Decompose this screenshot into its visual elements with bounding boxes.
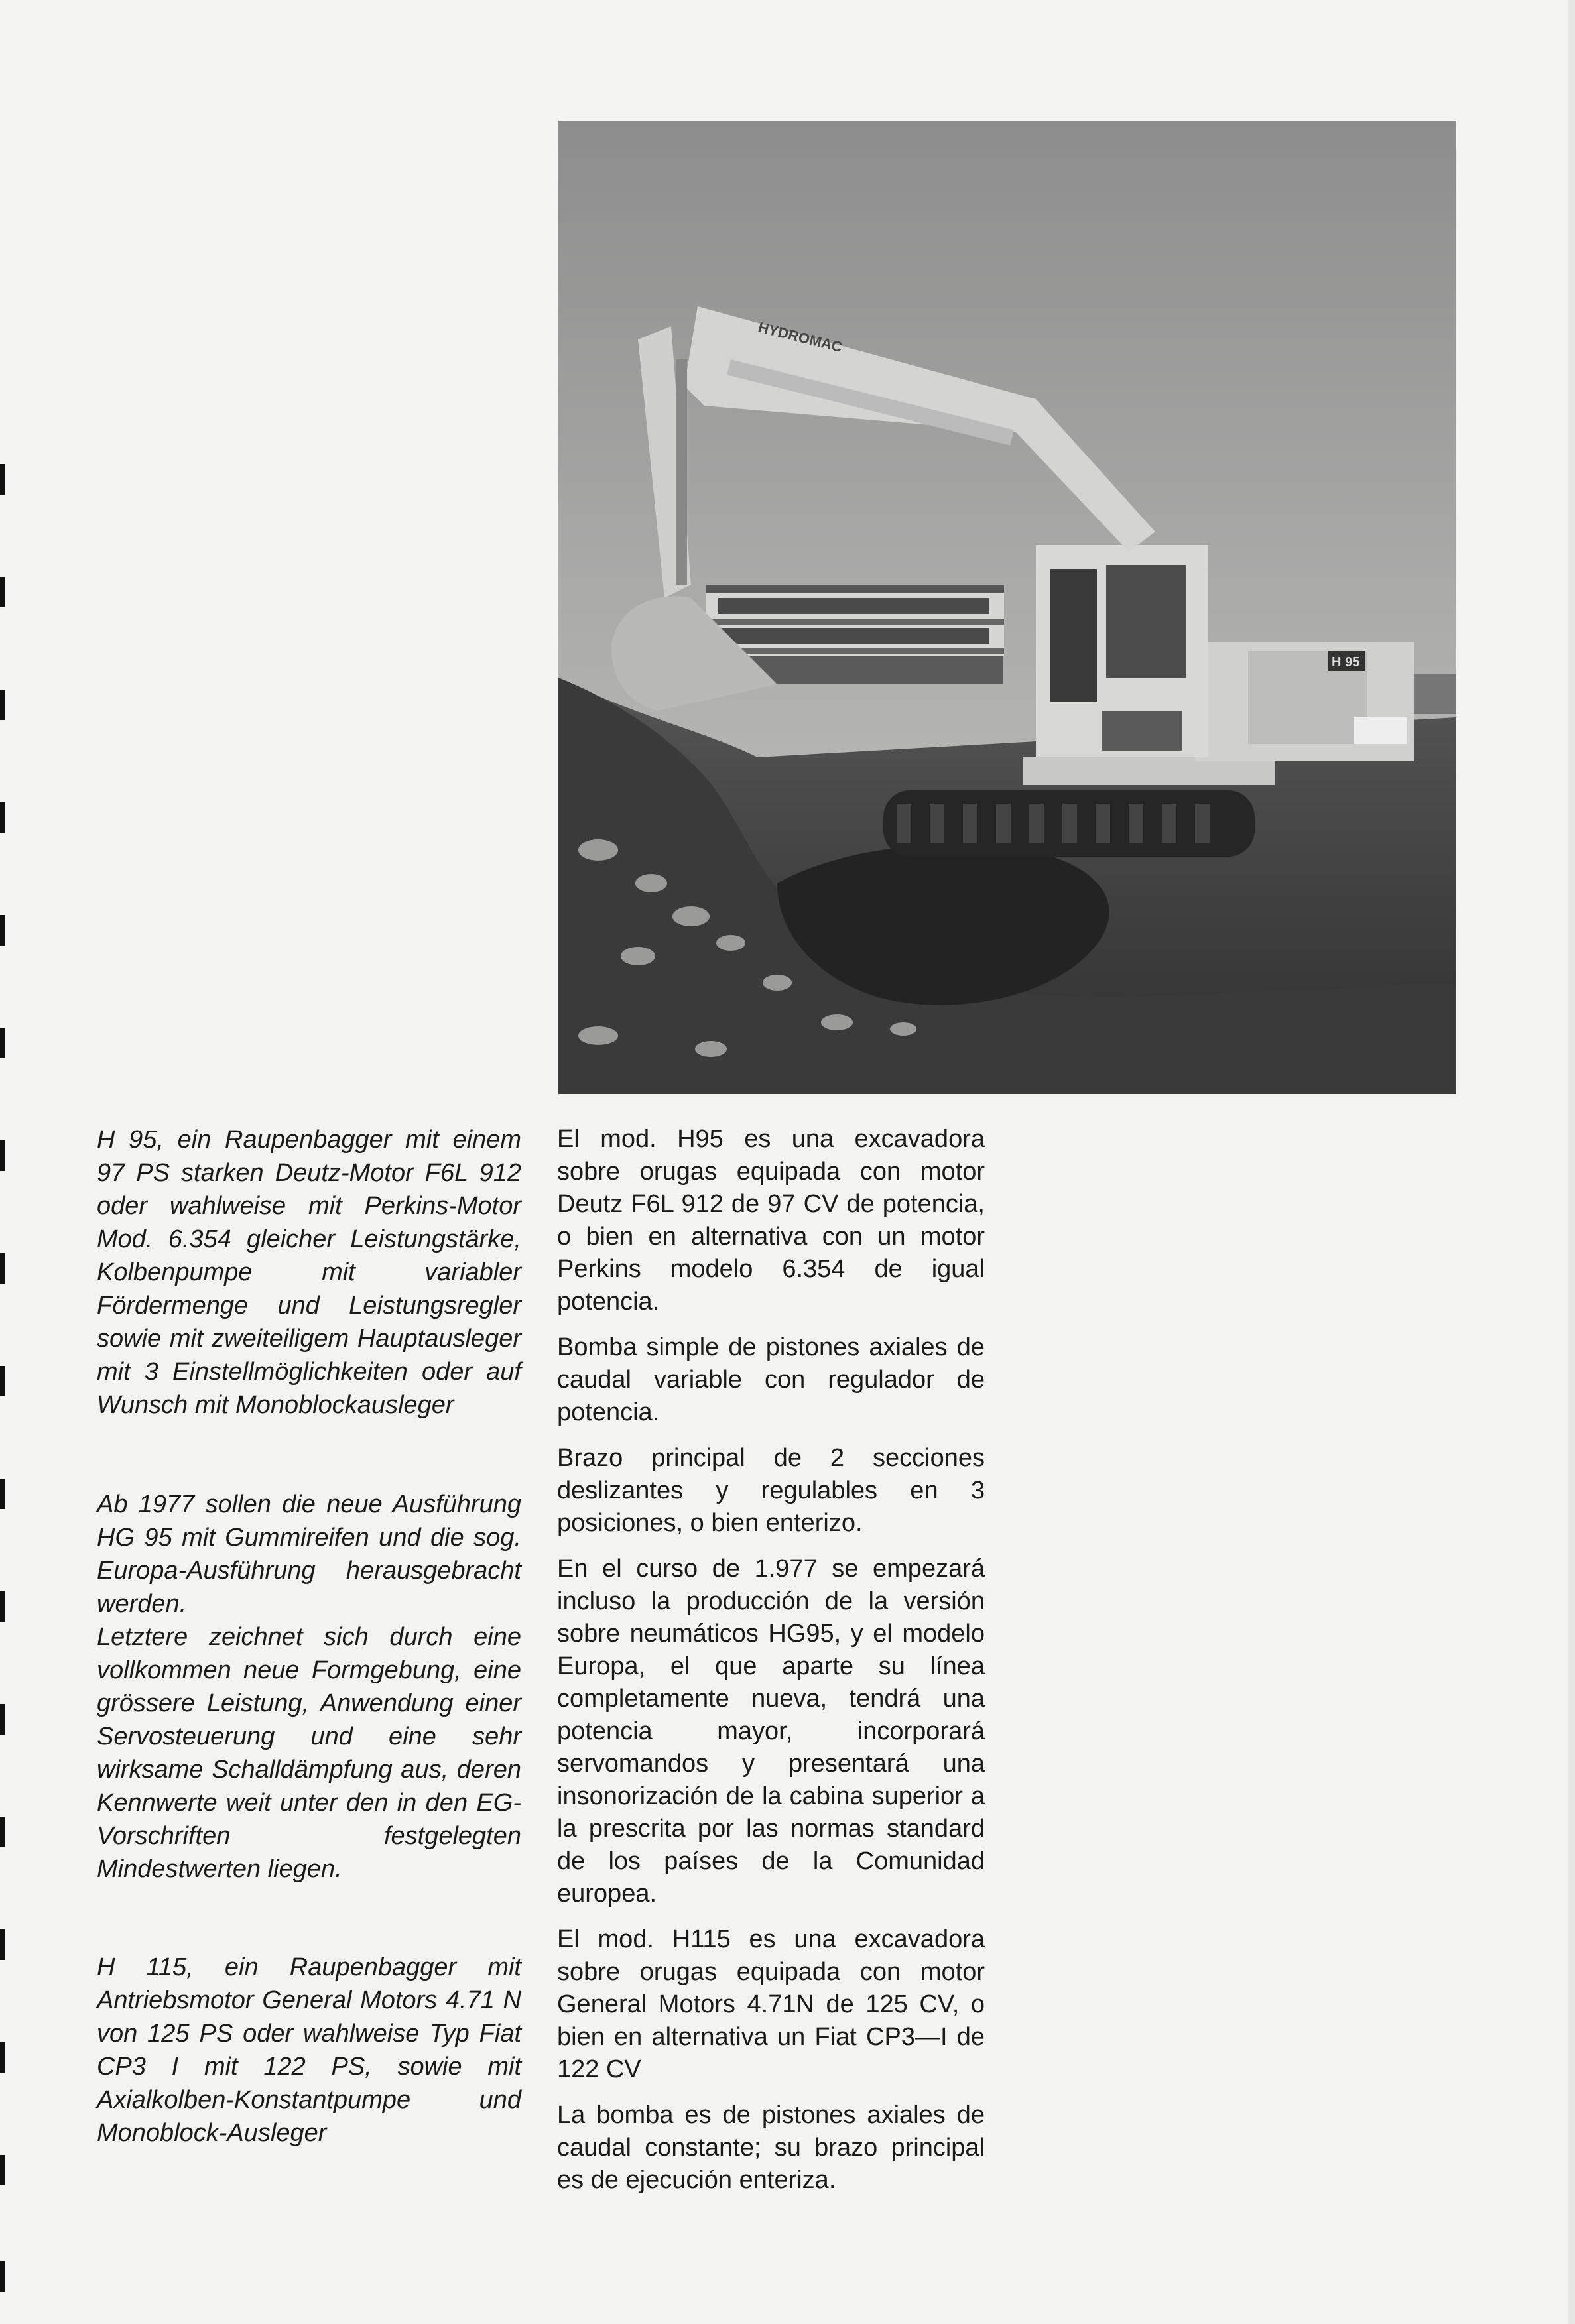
spanish-boom-description: Brazo principal de 2 secciones deslizantes y regulables en 3 posiciones, o bien enterizo. [557, 1444, 985, 1537]
binding-mark [0, 1479, 5, 1509]
german-column [97, 1123, 521, 2150]
binding-mark [0, 915, 5, 946]
excavator-photo-image [558, 121, 1456, 1094]
binding-mark [0, 802, 5, 833]
spanish-column [557, 1123, 985, 2210]
german-europa-description: Letztere zeichnet sich durch eine vollkommen neue Formgebung, eine grössere Leistung, Anwendung einer Servosteuerung und eine sehr wirksame Schalldämpfung aus, deren Kennwerte weit unter den in den EG-Vorschriften festgelegten Mindestwerten liegen. [97, 1623, 521, 1883]
binding-mark [0, 2155, 5, 2185]
german-h95-description: H 95, ein Raupenbagger mit einem 97 PS starken Deutz-Motor F6L 912 oder wahlweise mit Perkins-Motor Mod. 6.354 gleicher Leistungstärke, Kolbenpumpe mit variabler Fördermenge und Leistungsregler sowie mit zweiteiligem Hauptausleger mit 3 Einstellmöglichkeiten oder auf Wunsch mit Monoblockausleger [97, 1126, 521, 1419]
excavator-photo [558, 121, 1456, 1094]
binding-mark [0, 1366, 5, 1396]
side-badge-text: H 95 [1332, 655, 1360, 670]
spanish-h115-pump-description: La bomba es de pistones axiales de caudal constante; su brazo principal es de ejecución enteriza. [557, 2101, 985, 2194]
binding-mark [0, 464, 5, 495]
boom-brand-text: HYDROMAC [756, 318, 844, 356]
spanish-1977-announcement: En el curso de 1.977 se empezará incluso la producción de la versión sobre neumáticos HG95, y el modelo Europa, el que aparte su línea completamente nueva, tendrá una potencia mayor, incorporará servomandos y presentará una insonorización de la cabina superior a la prescrita por las normas standard de los países de la Comunidad europea. [557, 1555, 985, 1908]
binding-mark [0, 577, 5, 607]
binding-mark [0, 1929, 5, 1960]
spanish-h95-description: El mod. H95 es una excavadora sobre orugas equipada con motor Deutz F6L 912 de 97 CV de potencia, o bien en alternativa con un motor Perkins modelo 6.354 de igual potencia. [557, 1125, 985, 1315]
binding-mark [0, 2261, 5, 2292]
spanish-pump-description: Bomba simple de pistones axiales de caudal variable con regulador de potencia. [557, 1333, 985, 1426]
binding-mark [0, 1817, 5, 1847]
german-h115-description: H 115, ein Raupenbagger mit Antriebsmotor General Motors 4.71 N von 125 PS oder wahlweise Typ Fiat CP3 I mit 122 PS, sowie mit Axialkolben-Konstantpumpe und Monoblock-Ausleger [97, 1953, 521, 2147]
page-edge [1568, 0, 1575, 2324]
binding-mark [0, 1591, 5, 1622]
binding-mark [0, 1028, 5, 1058]
binding-mark [0, 690, 5, 720]
binding-mark [0, 1140, 5, 1171]
binding-mark [0, 2042, 5, 2073]
binding-mark [0, 1253, 5, 1284]
binding-mark [0, 1704, 5, 1735]
german-hg95-announcement: Ab 1977 sollen die neue Ausführung HG 95 mit Gummireifen und die sog. Europa-Ausführung herausgebracht werden. [97, 1491, 521, 1618]
spanish-h115-description: El mod. H115 es una excavadora sobre orugas equipada con motor General Motors 4.71N de 125 CV, o bien en alternativa un Fiat CP3—I de 122 CV [557, 1926, 985, 2083]
